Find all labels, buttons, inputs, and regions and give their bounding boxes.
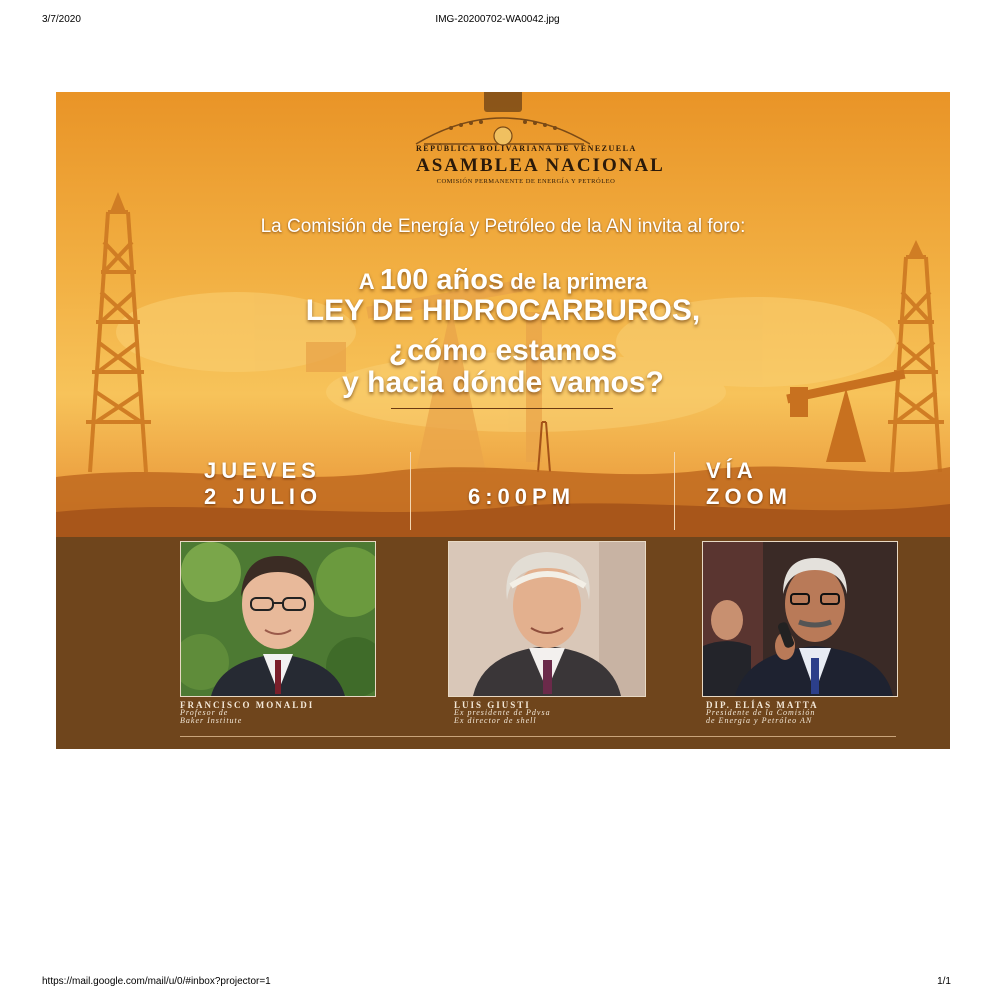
title-a: A	[358, 269, 374, 294]
title-line-3: ¿cómo estamos	[388, 334, 618, 367]
print-url: https://mail.google.com/mail/u/0/#inbox?projector=1	[42, 976, 271, 987]
speaker-caption-2	[454, 701, 551, 725]
speaker-photo-matta	[702, 541, 898, 697]
speaker-name: LUIS GIUSTI	[454, 700, 531, 710]
event-poster	[56, 92, 950, 749]
seal-asamblea-text: ASAMBLEA NACIONAL	[416, 155, 665, 176]
speaker-caption-3	[706, 701, 819, 725]
speaker-role-line-2: Baker Institute	[180, 716, 243, 725]
asamblea-seal	[416, 92, 665, 185]
speaker-role-line-1: Ex presidente de Pdvsa	[454, 708, 551, 717]
print-file-title: IMG-20200702-WA0042.jpg	[435, 14, 560, 25]
speaker-role-line-2: de Energía y Petróleo AN	[706, 716, 813, 725]
print-date: 3/7/2020	[42, 14, 81, 25]
title-line-1	[56, 264, 950, 297]
event-divider-2	[674, 452, 675, 530]
speaker-caption-1	[180, 701, 314, 725]
event-platform	[706, 458, 792, 510]
speaker-name: DIP. ELÍAS MATTA	[706, 700, 819, 710]
event-date	[204, 458, 322, 510]
speaker-photo-monaldi	[180, 541, 376, 697]
seal-comision-text: COMISIÓN PERMANENTE DE ENERGÍA Y PETRÓLEO	[436, 178, 616, 185]
invite-text: La Comisión de Energía y Petróleo de la AN invita al foro:	[260, 216, 746, 237]
event-time: 6:00PM	[468, 484, 576, 509]
event-divider-1	[410, 452, 411, 530]
title-divider	[391, 408, 613, 409]
print-page-number: 1/1	[937, 976, 951, 987]
event-day-label: JUEVES	[204, 458, 321, 483]
event-via-label: VÍA	[706, 458, 758, 483]
speaker-name: FRANCISCO MONALDI	[180, 700, 315, 710]
event-date-label: 2 JULIO	[204, 484, 323, 509]
title-years: 100 años	[379, 264, 505, 296]
title-line-4: y hacia dónde vamos?	[342, 366, 664, 399]
speaker-role-line-1: Profesor de	[180, 708, 229, 717]
speaker-role-line-1: Presidente de la Comisión	[706, 708, 816, 717]
title-line-2: LEY DE HIDROCARBUROS,	[305, 294, 701, 327]
title-rest: de la primera	[510, 269, 648, 294]
event-zoom-label: ZOOM	[706, 484, 792, 509]
speaker-photo-giusti	[448, 541, 646, 697]
speaker-divider	[180, 736, 896, 737]
seal-republica-text: REPÚBLICA BOLIVARIANA DE VENEZUELA	[416, 144, 637, 153]
speaker-role-line-2: Ex director de shell	[454, 716, 537, 725]
